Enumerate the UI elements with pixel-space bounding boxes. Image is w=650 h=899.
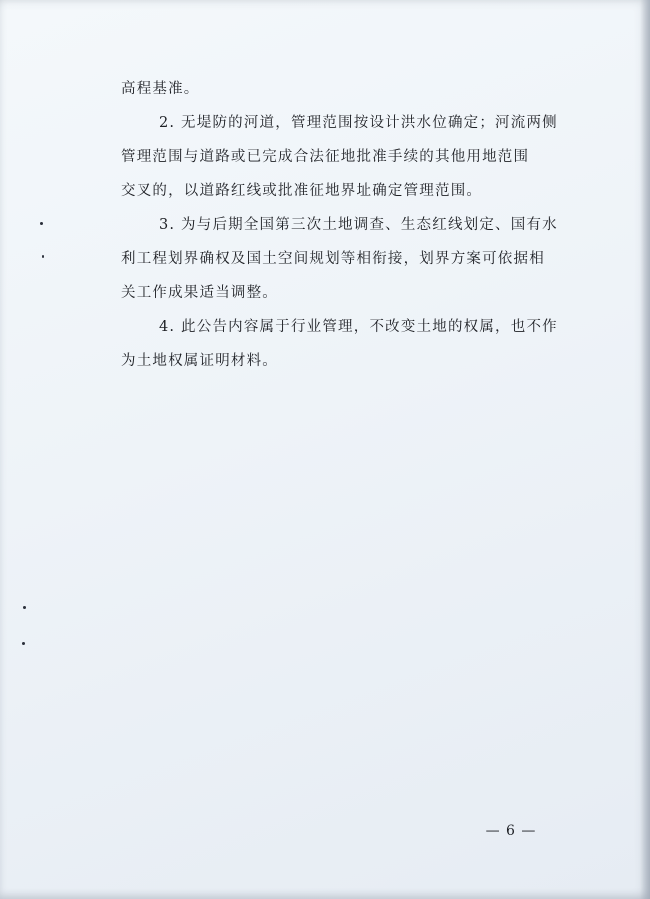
document-body xyxy=(121,72,561,378)
binding-hole-mark xyxy=(42,255,44,258)
paragraph-line: 高程基准。 xyxy=(121,81,200,97)
paragraph-line: 3. 为与后期全国第三次土地调查、生态红线划定、国有水 xyxy=(159,217,558,233)
page-edge-shadow xyxy=(640,0,650,899)
paragraph-line: 为土地权属证明材料。 xyxy=(121,353,278,369)
binding-hole-mark xyxy=(23,606,26,609)
paragraph-line: 2. 无堤防的河道，管理范围按设计洪水位确定；河流两侧 xyxy=(159,115,558,131)
binding-hole-mark xyxy=(40,222,43,225)
binding-hole-mark xyxy=(22,642,25,645)
paragraph-line: 交叉的，以道路红线或批准征地界址确定管理范围。 xyxy=(121,183,483,199)
paragraph-line: 关工作成果适当调整。 xyxy=(121,285,278,301)
paragraph-line: 4. 此公告内容属于行业管理，不改变土地的权属，也不作 xyxy=(159,319,558,335)
page-number: — 6 — xyxy=(485,823,537,839)
paragraph-line: 管理范围与道路或已完成合法征地批准手续的其他用地范围 xyxy=(121,149,530,165)
paragraph-line: 利工程划界确权及国土空间规划等相衔接，划界方案可依据相 xyxy=(121,251,545,267)
